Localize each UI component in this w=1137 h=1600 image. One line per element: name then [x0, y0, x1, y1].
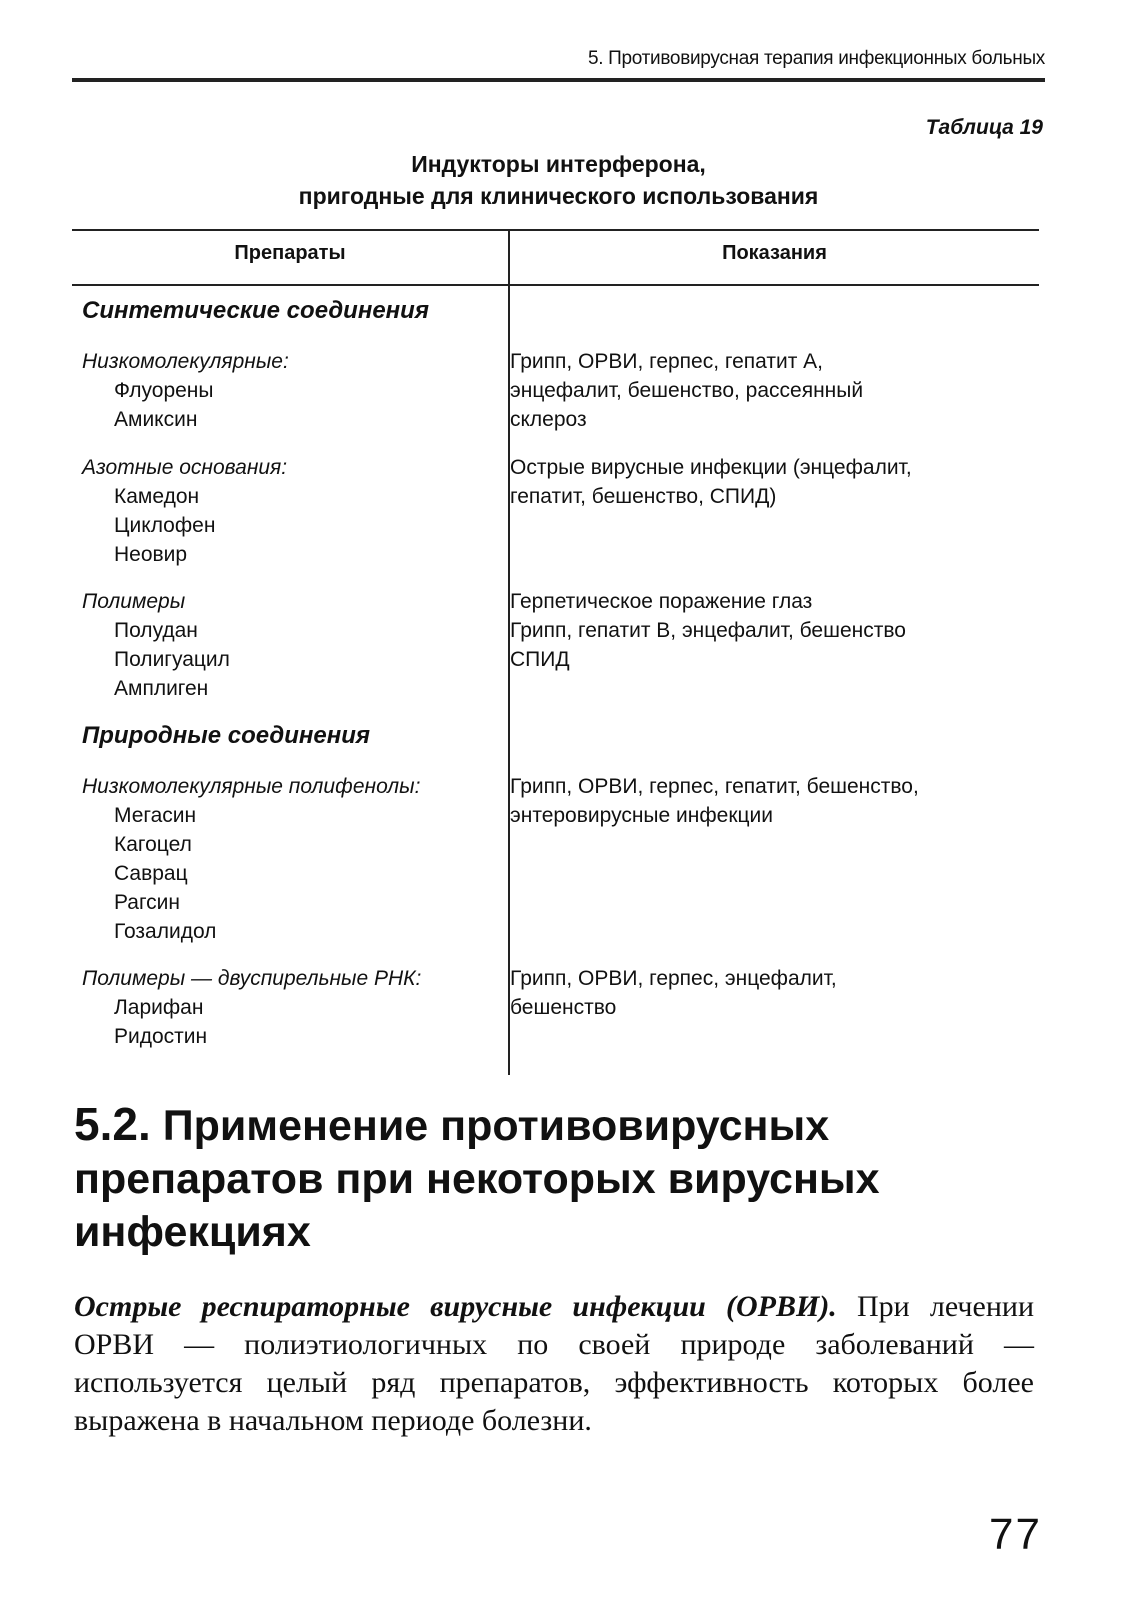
table-row-drugs: [82, 453, 287, 569]
table-title: [72, 148, 1045, 212]
section-title-line-2: препаратов при некоторых вирусных: [74, 1155, 880, 1203]
drug-name: Мегасин: [114, 804, 197, 827]
table-row-indications: [510, 347, 863, 434]
section-title-line-3: инфекциях: [74, 1208, 311, 1256]
table-row-indications: [510, 772, 919, 830]
table-row-indications: [510, 964, 837, 1022]
paragraph-lead: Острые респираторные вирусные инфекции (ОРВИ).: [74, 1290, 837, 1323]
indication-line: энтеровирусные инфекции: [510, 804, 773, 827]
table-row-indications: [510, 453, 912, 511]
drug-name: Кагоцел: [114, 833, 192, 856]
indication-line: гепатит, бешенство, СПИД): [510, 485, 777, 508]
table-row-indications: [510, 587, 906, 674]
indication-line: бешенство: [510, 996, 617, 1019]
body-paragraph: [74, 1288, 1034, 1440]
indication-line: склероз: [510, 408, 587, 431]
table-number: Таблица 19: [925, 116, 1043, 139]
table-row-drugs: [82, 964, 421, 1051]
column-header-indications: Показания: [722, 242, 827, 264]
section-heading: [74, 1098, 1034, 1259]
drug-name: Амиксин: [114, 408, 198, 431]
drug-name: Ридостин: [114, 1025, 208, 1048]
table-title-line-2: пригодные для клинического использования: [298, 183, 819, 209]
drug-name: Флуорены: [114, 379, 214, 402]
category-label: Полимеры — двуспирельные РНК:: [82, 967, 422, 990]
indication-line: Грипп, ОРВИ, герпес, гепатит, бешенство,: [510, 775, 919, 798]
table-title-line-1: Индукторы интерферона,: [411, 151, 706, 177]
table-row-drugs: [82, 587, 230, 703]
group-title-natural: Природные соединения: [82, 722, 371, 749]
table-top-rule: [72, 229, 1039, 231]
page-number: 77: [989, 1510, 1042, 1559]
table-header-rule: [72, 284, 1039, 286]
table-row-drugs: [82, 772, 420, 946]
column-header-drugs: Препараты: [234, 242, 346, 264]
section-number: 5.2.: [74, 1098, 151, 1150]
category-label: Азотные основания:: [82, 456, 288, 479]
drug-name: Циклофен: [114, 514, 216, 537]
running-header: 5. Противовирусная терапия инфекционных больных: [587, 48, 1045, 69]
drug-name: Гозалидол: [114, 920, 217, 943]
category-label: Полимеры: [82, 590, 186, 613]
paragraph-text: При лечении ОРВИ — полиэтиологичных по своей природе заболеваний — используется целый ряд препаратов, эффективность которых более выражена в начальном периоде болезни.: [74, 1290, 1034, 1437]
indication-line: Герпетическое поражение глаз: [510, 590, 813, 613]
indication-line: Грипп, ОРВИ, герпес, энцефалит,: [510, 967, 837, 990]
group-title-synthetic: Синтетические соединения: [82, 297, 429, 324]
header-rule: [72, 78, 1045, 82]
table-row-drugs: [82, 347, 289, 434]
indication-line: энцефалит, бешенство, рассеянный: [510, 379, 864, 402]
drug-name: Амплиген: [114, 677, 209, 700]
drug-name: Ларифан: [114, 996, 204, 1019]
category-label: Низкомолекулярные:: [82, 350, 289, 373]
category-label: Низкомолекулярные полифенолы:: [82, 775, 421, 798]
indication-line: Грипп, гепатит В, энцефалит, бешенство: [510, 619, 906, 642]
indication-line: СПИД: [510, 648, 570, 671]
drug-name: Рагсин: [114, 891, 181, 914]
indication-line: Острые вирусные инфекции (энцефалит,: [510, 456, 912, 479]
drug-name: Полигуацил: [114, 648, 230, 671]
section-title-line-1: Применение противовирусных: [162, 1102, 830, 1150]
drug-name: Камедон: [114, 485, 200, 508]
drug-name: Полудан: [114, 619, 198, 642]
drug-name: Неовир: [114, 543, 188, 566]
indication-line: Грипп, ОРВИ, герпес, гепатит А,: [510, 350, 824, 373]
drug-name: Саврац: [114, 862, 188, 885]
